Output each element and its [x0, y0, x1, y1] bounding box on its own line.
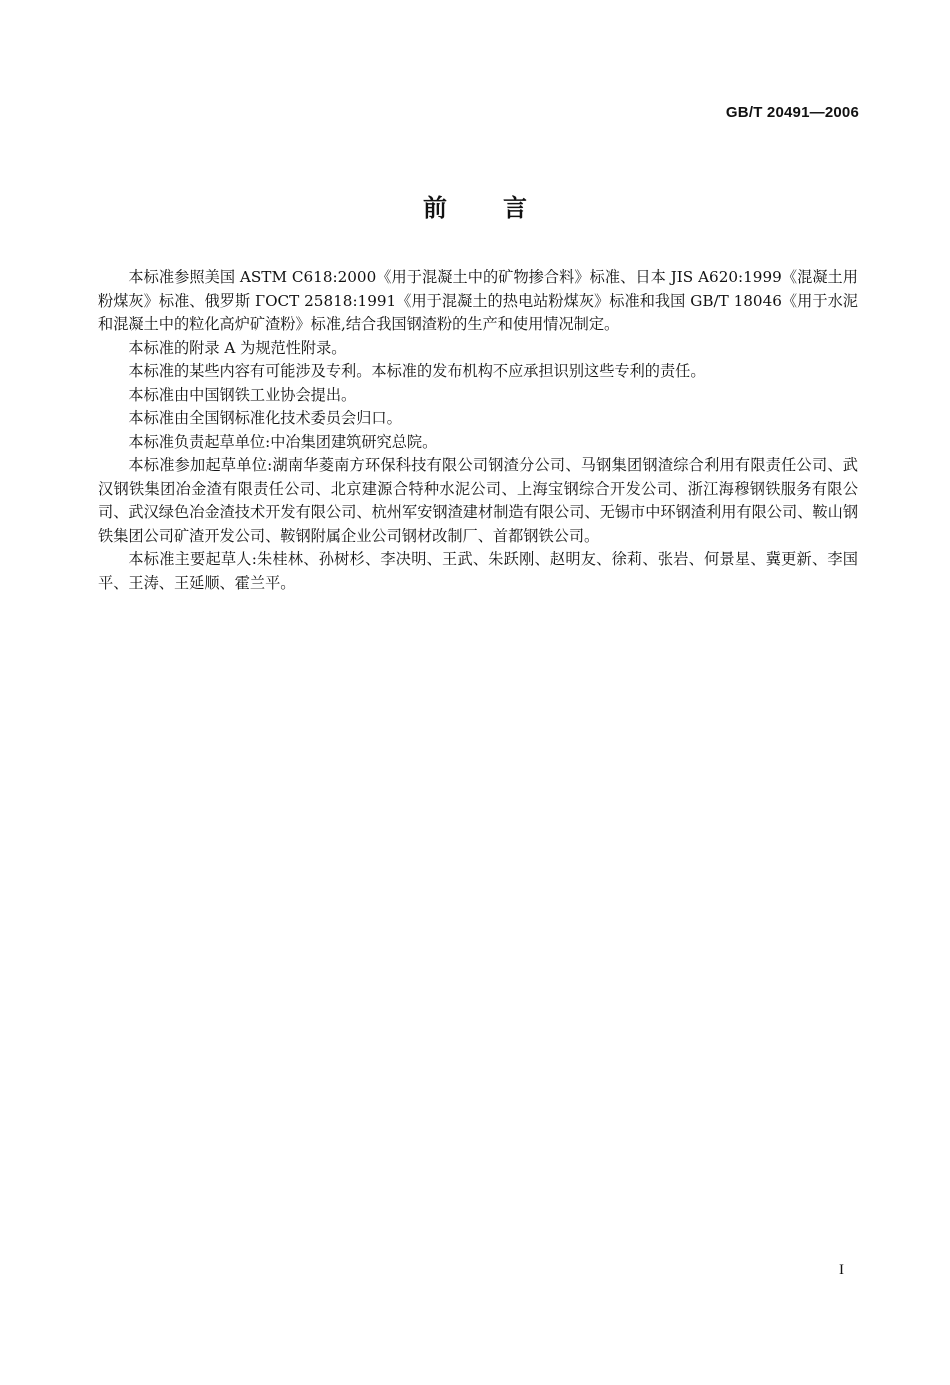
paragraph-drafting-unit: 本标准负责起草单位:中冶集团建筑研究总院。 — [128, 432, 438, 451]
paragraph-reference-standards: 本标准参照美国 ASTM C618:2000《用于混凝土中的矿物掺合料》标准、日本 JIS A620:1999《混凝土用粉煤灰》标准、俄罗斯 ГОСТ 25818:1991《用于混凝土的热电站粉煤灰》标准和我国 GB/T 18046《用于水泥和混凝土中的粒化高炉矿渣粉》标准,结合我国钢渣粉的生产和使用情况制定。 — [98, 268, 858, 333]
document-code: GB/T 20491—2006 — [725, 104, 859, 121]
body-text — [98, 266, 858, 595]
paragraph-participating-units: 本标准参加起草单位:湖南华菱南方环保科技有限公司钢渣分公司、马钢集团钢渣综合利用有限责任公司、武汉钢铁集团冶金渣有限责任公司、北京建源合特种水泥公司、上海宝钢综合开发公司、浙江海穆钢铁服务有限公司、武汉绿色冶金渣技术开发有限公司、杭州军安钢渣建材制造有限公司、无锡市中环钢渣利用有限公司、鞍山钢铁集团公司矿渣开发公司、鞍钢附属企业公司钢材改制厂、首都钢铁公司。 — [98, 456, 858, 545]
page-title: 前言 — [423, 194, 583, 222]
paragraph-main-drafters: 本标准主要起草人:朱桂林、孙树杉、李决明、王武、朱跃刚、赵明友、徐莉、张岩、何景星、冀更新、李国平、王涛、王延顺、霍兰平。 — [98, 550, 858, 592]
page-number: I — [839, 1262, 844, 1278]
paragraph-centralized-by: 本标准由全国钢标准化技术委员会归口。 — [128, 409, 402, 427]
paragraph-proposed-by: 本标准由中国钢铁工业协会提出。 — [128, 385, 357, 404]
paragraph-patent-notice: 本标准的某些内容有可能涉及专利。本标准的发布机构不应承担识别这些专利的责任。 — [128, 362, 706, 380]
paragraph-appendix: 本标准的附录 A 为规范性附录。 — [128, 338, 347, 357]
